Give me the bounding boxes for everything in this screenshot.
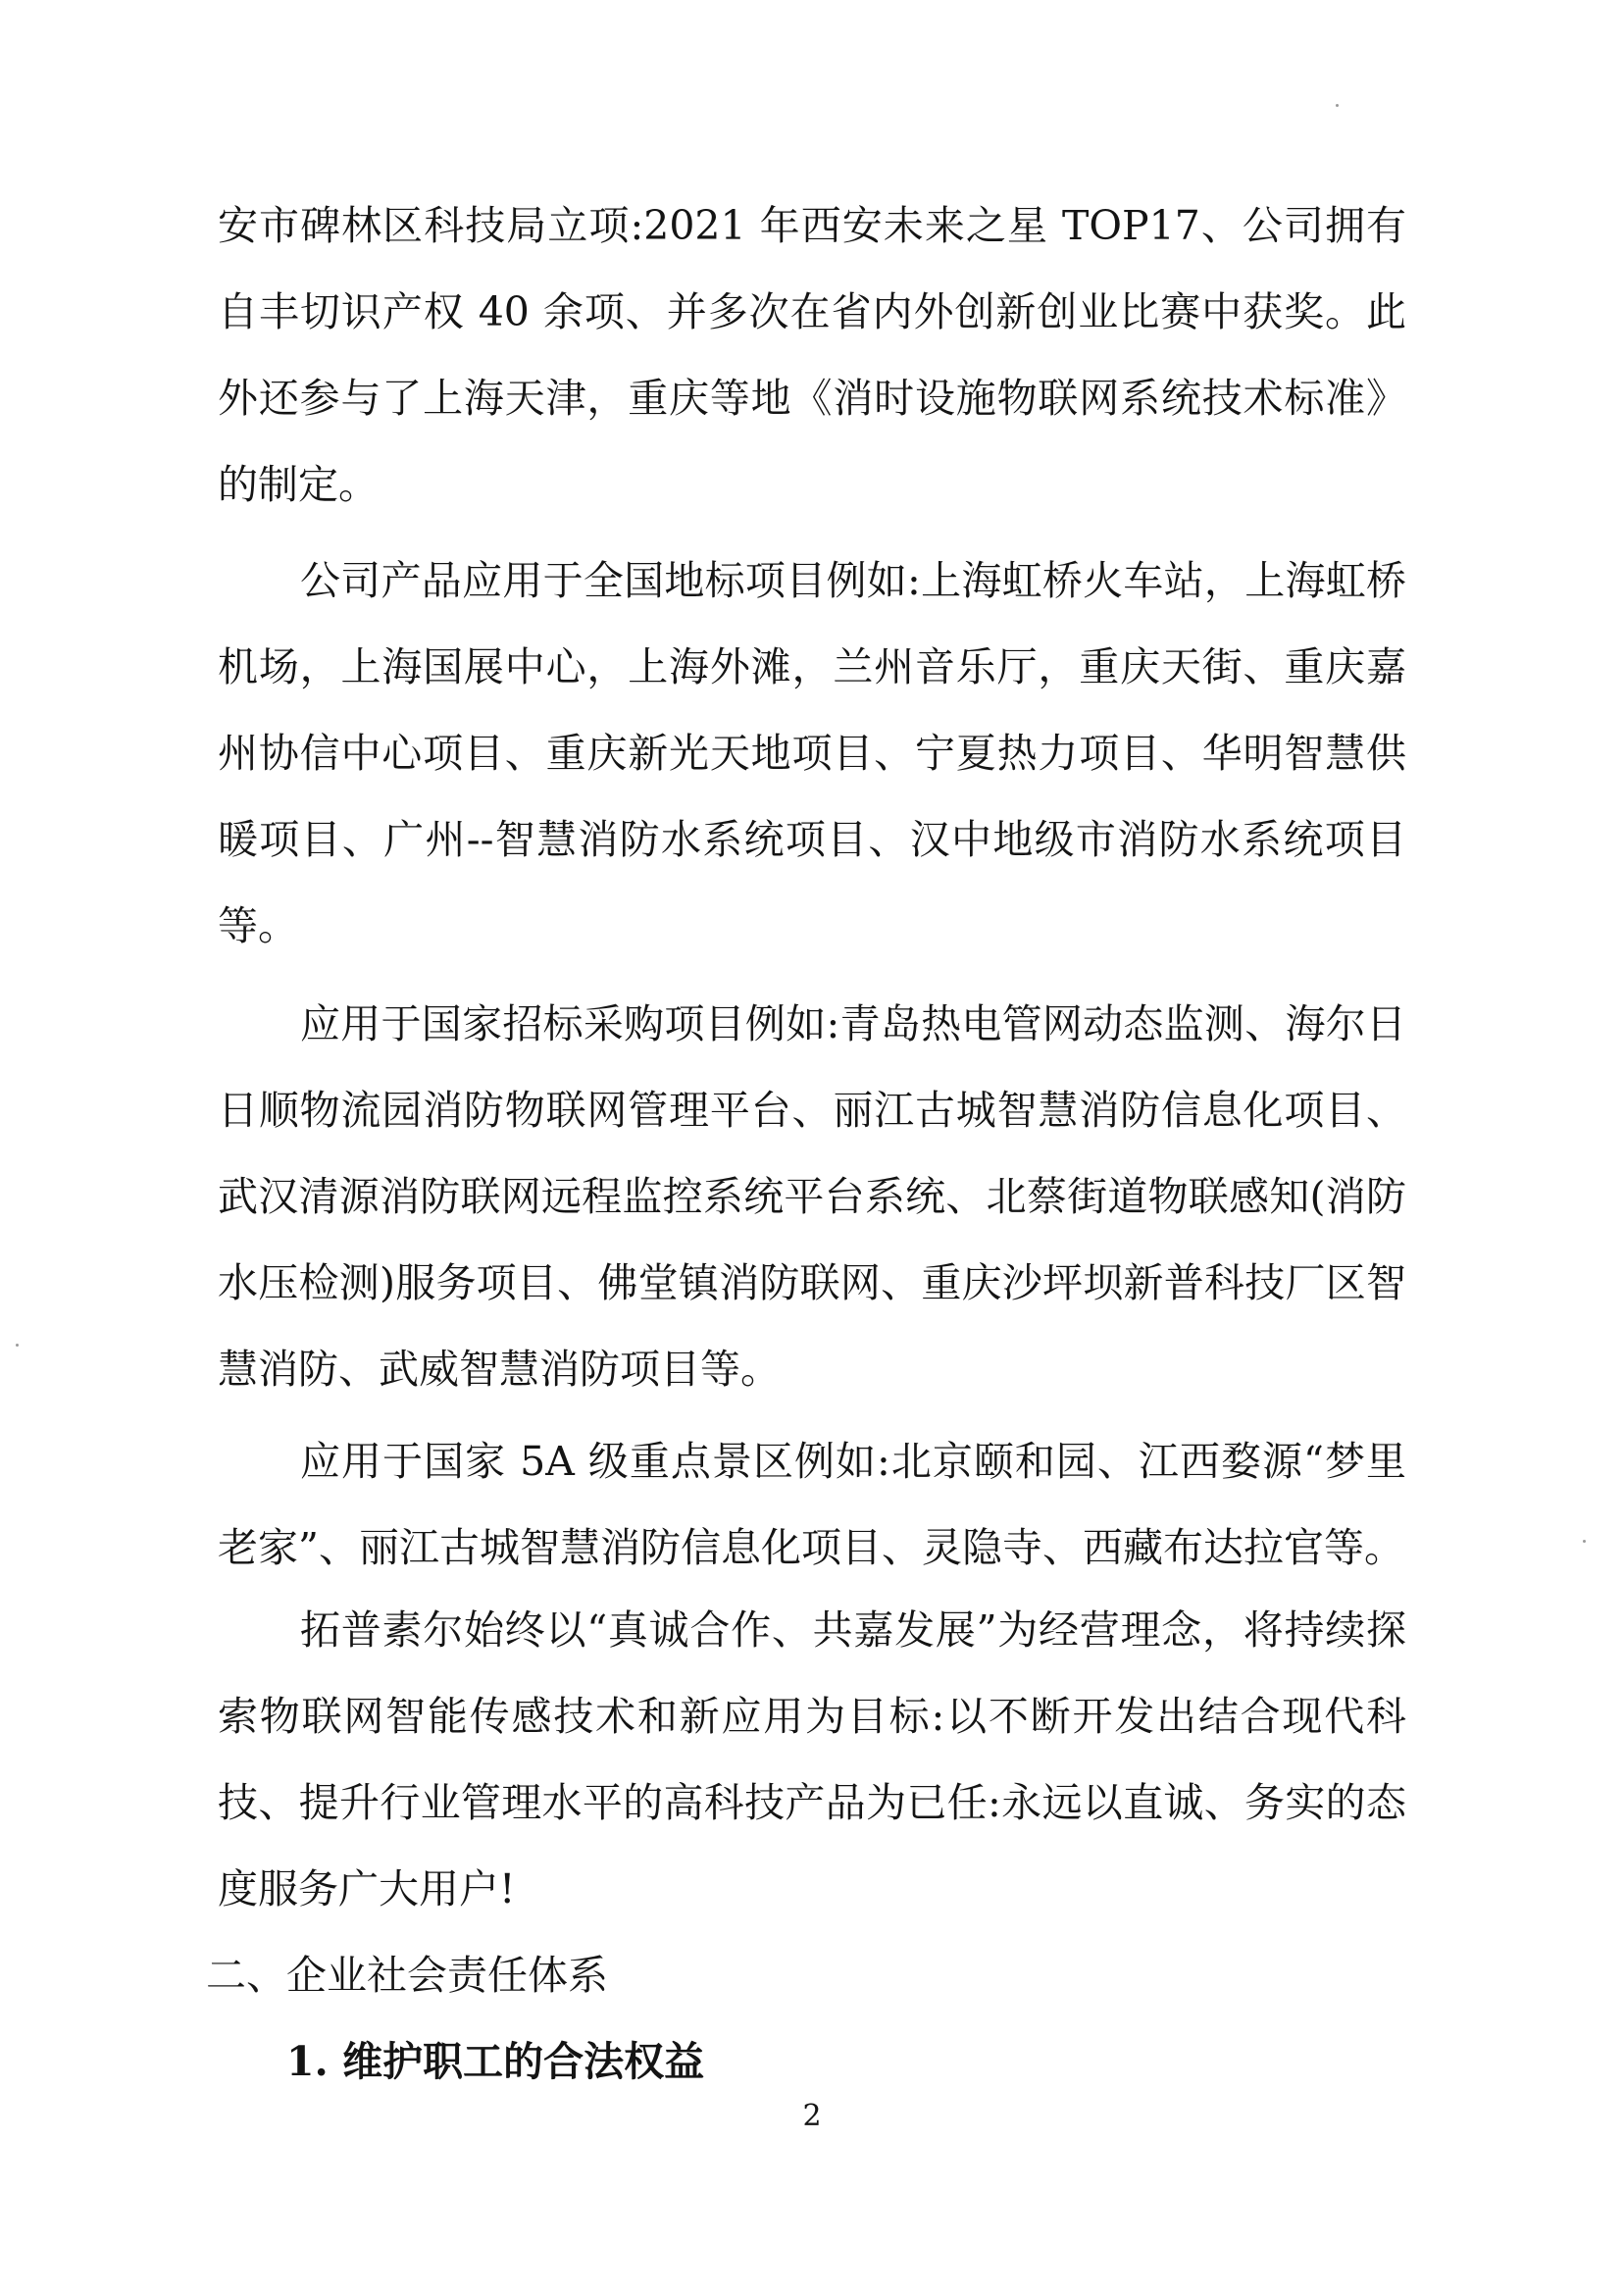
paragraph-business-philosophy: 拓普素尔始终以“真诚合作、共嘉发展”为经营理念，将持续探索物联网智能传感技术和新应用为目标:以不断开发出结合现代科技、提升行业管理水平的高科技产品为已任:永远以直诚、务实的态度服务广大用户! [218,1606,1406,1912]
section-heading: 二、企业社会责任体系 [206,1952,608,1999]
paragraph-landmark-projects: 公司产品应用于全国地标项目例如:上海虹桥火车站，上海虹桥机场，上海国展中心，上海外滩，兰州音乐厅，重庆天街、重庆嘉州协信中心项目、重庆新光天地项目、宁夏热力项目、华明智慧供暖项目、广州--智慧消防水系统项目、汉中地级市消防水系统项目等。 [218,557,1406,949]
page-number: 2 [802,2099,822,2133]
paragraph-company-credentials: 安市碑林区科技局立项:2021 年西安未来之星 TOP17、公司拥有自丰切识产权 40 余项、并多次在省内外创新创业比赛中获奖。此外还参与了上海天津，重庆等地《消时设施物联网系统技术标准》的制定。 [218,202,1406,508]
scan-speck [1583,1540,1586,1543]
scan-speck [1336,104,1339,107]
paragraph-scenic-areas: 应用于国家 5A 级重点景区例如:北京颐和园、江西婺源“梦里老家”、丽江古城智慧消防信息化项目、灵隐寺、西藏布达拉官等。 [218,1438,1406,1571]
paragraph-tender-projects: 应用于国家招标采购项目例如:青岛热电管网动态监测、海尔日日顺物流园消防物联网管理平台、丽江古城智慧消防信息化项目、武汉清源消防联网远程监控系统平台系统、北蔡街道物联感知(消防水压检测)服务项目、佛堂镇消防联网、重庆沙坪坝新普科技厂区智慧消防、武威智慧消防项目等。 [218,1000,1406,1393]
scan-speck [16,1344,19,1347]
subsection-heading: 1. 维护职工的合法权益 [286,2038,705,2085]
